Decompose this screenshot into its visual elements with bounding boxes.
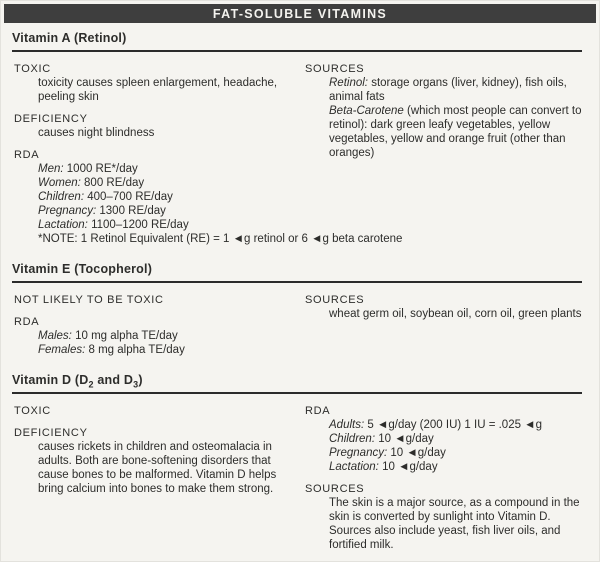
table-title-bar xyxy=(4,4,596,23)
rda-block xyxy=(10,315,301,357)
rda-line-lead: Females: xyxy=(38,344,86,356)
toxic-label: TOXIC xyxy=(14,405,51,417)
toxic-label: TOXIC xyxy=(14,63,51,75)
rda-line-lead: Lactation: xyxy=(38,219,88,231)
rda-line-lead: Lactation: xyxy=(329,461,379,473)
vitamin-d-columns xyxy=(10,404,590,560)
rda-line-pregnancy xyxy=(10,204,301,218)
rda-block xyxy=(10,148,403,246)
rda-line-lactation xyxy=(301,460,590,474)
table-content xyxy=(4,31,596,560)
rda-line-females xyxy=(10,343,301,357)
rda-line-lead: Men: xyxy=(38,163,64,175)
heading-text: Vitamin D (D xyxy=(12,373,89,387)
vitamin-e-right-column xyxy=(301,293,590,329)
section-heading-vitamin-a: Vitamin A (Retinol) xyxy=(12,31,127,45)
rda-block xyxy=(301,404,590,474)
rda-line-text: 10 ◄g/day xyxy=(382,461,438,473)
deficiency-label: DEFICIENCY xyxy=(14,427,88,439)
rda-label: RDA xyxy=(305,405,331,417)
sources-text: The skin is a major source, as a compound in the skin is converted by sunlight into Vitamin D. Sources also include yeast, fish liver oils, and fortified milk. xyxy=(329,497,580,551)
sources-label: SOURCES xyxy=(305,294,365,306)
rda-line-text: 400–700 RE/day xyxy=(87,191,173,203)
rda-line-males xyxy=(10,329,301,343)
deficiency-label: DEFICIENCY xyxy=(14,113,88,125)
section-heading-vitamin-e: Vitamin E (Tocopherol) xyxy=(12,262,153,276)
sources-label: SOURCES xyxy=(305,483,365,495)
rda-line-lead: Pregnancy: xyxy=(38,205,97,217)
rda-line-men xyxy=(10,162,301,176)
rda-line-adults xyxy=(301,418,590,432)
sources-block xyxy=(301,62,590,160)
rda-line-lactation xyxy=(10,218,301,232)
sources-line-retinol xyxy=(301,76,590,104)
rda-line-lead: Children: xyxy=(329,433,376,445)
deficiency-block xyxy=(10,112,301,140)
heading-subscript: 3 xyxy=(133,379,139,390)
section-vitamin-d xyxy=(10,373,590,560)
rda-line-text: 1000 RE*/day xyxy=(66,163,138,175)
sources-line-text: (which most people can convert to retinol): dark green leafy vegetables, yellow vegetables, yellow and orange fruit (other than oranges) xyxy=(329,105,582,159)
rda-label: RDA xyxy=(14,316,40,328)
rda-line-text: 8 mg alpha TE/day xyxy=(88,344,185,356)
rda-line-text: 10 ◄g/day xyxy=(390,447,446,459)
rda-label: RDA xyxy=(14,149,40,161)
section-vitamin-e xyxy=(10,262,590,365)
rda-line-text: 10 ◄g/day xyxy=(378,433,434,445)
heading-text: and D xyxy=(93,373,134,387)
deficiency-block xyxy=(10,426,301,496)
rda-line-text: 800 RE/day xyxy=(84,177,145,189)
sources-line-beta-carotene xyxy=(301,104,590,160)
sources-text: wheat germ oil, soybean oil, corn oil, green plants xyxy=(329,308,582,320)
section-rule xyxy=(12,392,582,394)
rda-line-lead: Males: xyxy=(38,330,72,342)
rda-line-lead: Pregnancy: xyxy=(329,447,388,459)
rda-line-lead: Women: xyxy=(38,177,81,189)
rda-line-children xyxy=(301,432,590,446)
vitamin-d-right-column xyxy=(301,404,590,560)
toxic-block xyxy=(10,62,301,104)
sources-block xyxy=(301,482,590,552)
sources-block xyxy=(301,293,590,321)
rda-line-text: 10 mg alpha TE/day xyxy=(75,330,178,342)
toxic-block xyxy=(10,404,301,418)
vitamin-e-columns xyxy=(10,293,590,365)
rda-line-text: 5 ◄g/day (200 IU) 1 IU = .025 ◄g xyxy=(367,419,542,431)
vitamin-d-left-column xyxy=(10,404,301,504)
rda-line-pregnancy xyxy=(301,446,590,460)
sources-line-lead: Beta-Carotene xyxy=(329,105,404,117)
sources-label: SOURCES xyxy=(305,63,365,75)
heading-subscript: 2 xyxy=(88,379,94,390)
rda-line-children xyxy=(10,190,301,204)
vitamin-e-left-column xyxy=(10,293,301,365)
section-rule xyxy=(12,50,582,52)
rda-line-lead: Children: xyxy=(38,191,85,203)
sources-line-lead: Retinol: xyxy=(329,77,368,89)
deficiency-text: causes night blindness xyxy=(38,127,155,139)
section-rule xyxy=(12,281,582,283)
rda-line-women xyxy=(10,176,301,190)
rda-note: *NOTE: 1 Retinol Equivalent (RE) = 1 ◄g retinol or 6 ◄g beta carotene xyxy=(38,233,403,245)
toxic-text: toxicity causes spleen enlargement, headache, peeling skin xyxy=(38,77,278,103)
rda-line-text: 1300 RE/day xyxy=(99,205,166,217)
table-title: FAT-SOLUBLE VITAMINS xyxy=(212,6,388,21)
rda-line-text: 1100–1200 RE/day xyxy=(91,219,189,231)
not-toxic-block xyxy=(10,293,301,307)
vitamin-a-columns xyxy=(10,62,590,254)
section-vitamin-a xyxy=(10,31,590,254)
deficiency-text: causes rickets in children and osteomalacia in adults. Both are bone-softening disorders that cause bones to be malformed. Vitamin D helps bring calcium into bones to make them strong. xyxy=(38,441,277,495)
not-toxic-label: NOT LIKELY TO BE TOXIC xyxy=(14,294,164,306)
section-heading-vitamin-d xyxy=(10,373,590,388)
vitamin-a-right-column xyxy=(301,62,590,168)
sources-line-text: storage organs (liver, kidney), fish oils, animal fats xyxy=(329,77,567,103)
heading-text: ) xyxy=(138,373,143,387)
rda-line-lead: Adults: xyxy=(329,419,365,431)
